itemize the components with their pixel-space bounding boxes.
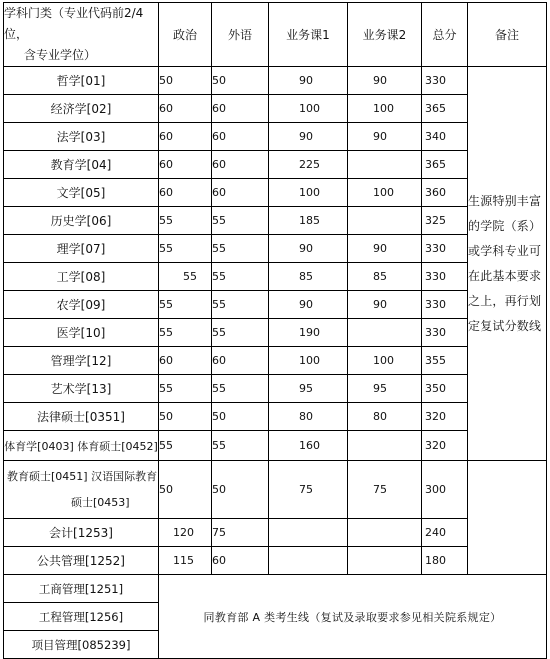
table-row <box>4 291 547 319</box>
foreign-cell: 60 <box>212 123 269 151</box>
header-politics: 政治 <box>159 3 212 67</box>
course1-cell <box>269 519 348 547</box>
total-cell: 365 <box>422 151 468 179</box>
subject-cell: 法学[03] <box>4 123 159 151</box>
national-note-cell: 同教育部 A 类考生线（复试及录取要求参见相关院系规定） <box>159 575 547 659</box>
total-cell: 330 <box>422 263 468 291</box>
total-cell: 330 <box>422 235 468 263</box>
header-course1: 业务课1 <box>269 3 348 67</box>
subject-cell: 工学[08] <box>4 263 159 291</box>
course1-cell: 75 <box>269 461 348 519</box>
course2-cell: 100 <box>348 347 422 375</box>
subject-cell: 工程管理[1256] <box>4 603 159 631</box>
subject-cell <box>4 461 159 519</box>
foreign-cell: 50 <box>212 461 269 519</box>
foreign-cell: 55 <box>212 235 269 263</box>
subject-cell: 理学[07] <box>4 235 159 263</box>
total-cell: 325 <box>422 207 468 235</box>
course1-cell: 100 <box>269 179 348 207</box>
politics-cell: 50 <box>159 461 212 519</box>
subject-cell: 项目管理[085239] <box>4 631 159 659</box>
subject-cell: 哲学[01] <box>4 67 159 95</box>
foreign-cell: 55 <box>212 263 269 291</box>
header-remarks: 备注 <box>468 3 547 67</box>
total-cell: 330 <box>422 319 468 347</box>
header-row <box>4 3 547 67</box>
total-cell: 350 <box>422 375 468 403</box>
politics-cell: 115 <box>159 547 212 575</box>
table-row <box>4 235 547 263</box>
politics-cell: 55 <box>159 431 212 461</box>
subject-cell: 经济学[02] <box>4 95 159 123</box>
header-total: 总分 <box>422 3 468 67</box>
course1-cell <box>269 547 348 575</box>
table-row-national <box>4 575 547 603</box>
header-subject <box>4 3 159 67</box>
course1-cell: 80 <box>269 403 348 431</box>
course2-cell: 90 <box>348 123 422 151</box>
total-cell: 365 <box>422 95 468 123</box>
course2-cell: 90 <box>348 291 422 319</box>
course2-cell: 100 <box>348 95 422 123</box>
course2-cell: 90 <box>348 67 422 95</box>
subject-cell: 教育学[04] <box>4 151 159 179</box>
course1-cell: 90 <box>269 235 348 263</box>
total-cell: 320 <box>422 431 468 461</box>
course2-cell: 100 <box>348 179 422 207</box>
politics-cell: 60 <box>159 123 212 151</box>
politics-cell: 50 <box>159 403 212 431</box>
remarks-empty-cell <box>468 461 547 575</box>
course2-cell <box>348 547 422 575</box>
table-row-public-admin <box>4 547 547 575</box>
course1-cell: 160 <box>269 431 348 461</box>
total-cell: 180 <box>422 547 468 575</box>
course2-cell <box>348 431 422 461</box>
foreign-cell: 55 <box>212 431 269 461</box>
table-row <box>4 431 547 461</box>
foreign-cell: 60 <box>212 347 269 375</box>
foreign-cell: 55 <box>212 207 269 235</box>
total-cell: 355 <box>422 347 468 375</box>
politics-cell: 55 <box>159 263 212 291</box>
course2-cell <box>348 207 422 235</box>
course1-cell: 90 <box>269 291 348 319</box>
table-row <box>4 403 547 431</box>
course1-cell: 225 <box>269 151 348 179</box>
course1-cell: 100 <box>269 95 348 123</box>
politics-cell: 60 <box>159 347 212 375</box>
course1-cell: 90 <box>269 123 348 151</box>
total-cell: 300 <box>422 461 468 519</box>
foreign-cell: 75 <box>212 519 269 547</box>
table-row-accounting <box>4 519 547 547</box>
course1-cell: 185 <box>269 207 348 235</box>
course1-cell: 95 <box>269 375 348 403</box>
course1-cell: 100 <box>269 347 348 375</box>
course2-cell: 90 <box>348 235 422 263</box>
table-row <box>4 95 547 123</box>
foreign-cell: 60 <box>212 151 269 179</box>
foreign-cell: 50 <box>212 67 269 95</box>
subject-cell: 文学[05] <box>4 179 159 207</box>
subject-cell: 会计[1253] <box>4 519 159 547</box>
course2-cell: 95 <box>348 375 422 403</box>
politics-cell: 60 <box>159 95 212 123</box>
subject-cell: 公共管理[1252] <box>4 547 159 575</box>
politics-cell: 55 <box>159 207 212 235</box>
total-cell: 330 <box>422 67 468 95</box>
subject-cell: 法律硕士[0351] <box>4 403 159 431</box>
total-cell: 360 <box>422 179 468 207</box>
politics-cell: 60 <box>159 179 212 207</box>
politics-cell: 50 <box>159 67 212 95</box>
subject-cell: 历史学[06] <box>4 207 159 235</box>
table-row <box>4 263 547 291</box>
table-row-edu <box>4 461 547 519</box>
table-row <box>4 347 547 375</box>
foreign-cell: 60 <box>212 547 269 575</box>
foreign-cell: 55 <box>212 375 269 403</box>
course2-cell <box>348 151 422 179</box>
header-subject-line2: 含专业学位） <box>24 48 97 62</box>
total-cell: 320 <box>422 403 468 431</box>
table-row <box>4 67 547 95</box>
remarks-cell: 生源特别丰富的学院（系）或学科专业可在此基本要求之上，再行划定复试分数线 <box>468 67 547 461</box>
politics-cell: 55 <box>159 235 212 263</box>
course2-cell <box>348 519 422 547</box>
edu-subject-line1: 教育硕士[0451] 汉语国际教育 <box>7 469 158 483</box>
course1-cell: 190 <box>269 319 348 347</box>
header-course2: 业务课2 <box>348 3 422 67</box>
course1-cell: 85 <box>269 263 348 291</box>
politics-cell: 120 <box>159 519 212 547</box>
foreign-cell: 55 <box>212 319 269 347</box>
foreign-cell: 50 <box>212 403 269 431</box>
subject-cell: 管理学[12] <box>4 347 159 375</box>
table-row <box>4 375 547 403</box>
total-cell: 330 <box>422 291 468 319</box>
subject-cell: 艺术学[13] <box>4 375 159 403</box>
subject-cell: 体育学[0403] 体育硕士[0452] <box>4 431 159 461</box>
table-row <box>4 179 547 207</box>
score-table <box>3 2 547 659</box>
politics-cell: 55 <box>159 319 212 347</box>
header-subject-line1: 学科门类（专业代码前2/4位， <box>4 6 144 41</box>
course2-cell <box>348 319 422 347</box>
politics-cell: 55 <box>159 291 212 319</box>
subject-cell: 农学[09] <box>4 291 159 319</box>
table-row <box>4 319 547 347</box>
total-cell: 340 <box>422 123 468 151</box>
course2-cell: 80 <box>348 403 422 431</box>
table-row <box>4 207 547 235</box>
foreign-cell: 55 <box>212 291 269 319</box>
course2-cell: 75 <box>348 461 422 519</box>
edu-subject-line2: 硕士[0453] <box>71 495 130 509</box>
table-row <box>4 123 547 151</box>
total-cell: 240 <box>422 519 468 547</box>
foreign-cell: 60 <box>212 95 269 123</box>
politics-cell: 55 <box>159 375 212 403</box>
subject-cell: 医学[10] <box>4 319 159 347</box>
politics-cell: 60 <box>159 151 212 179</box>
subject-cell: 工商管理[1251] <box>4 575 159 603</box>
foreign-cell: 60 <box>212 179 269 207</box>
course1-cell: 90 <box>269 67 348 95</box>
table-row <box>4 151 547 179</box>
course2-cell: 85 <box>348 263 422 291</box>
header-foreign: 外语 <box>212 3 269 67</box>
